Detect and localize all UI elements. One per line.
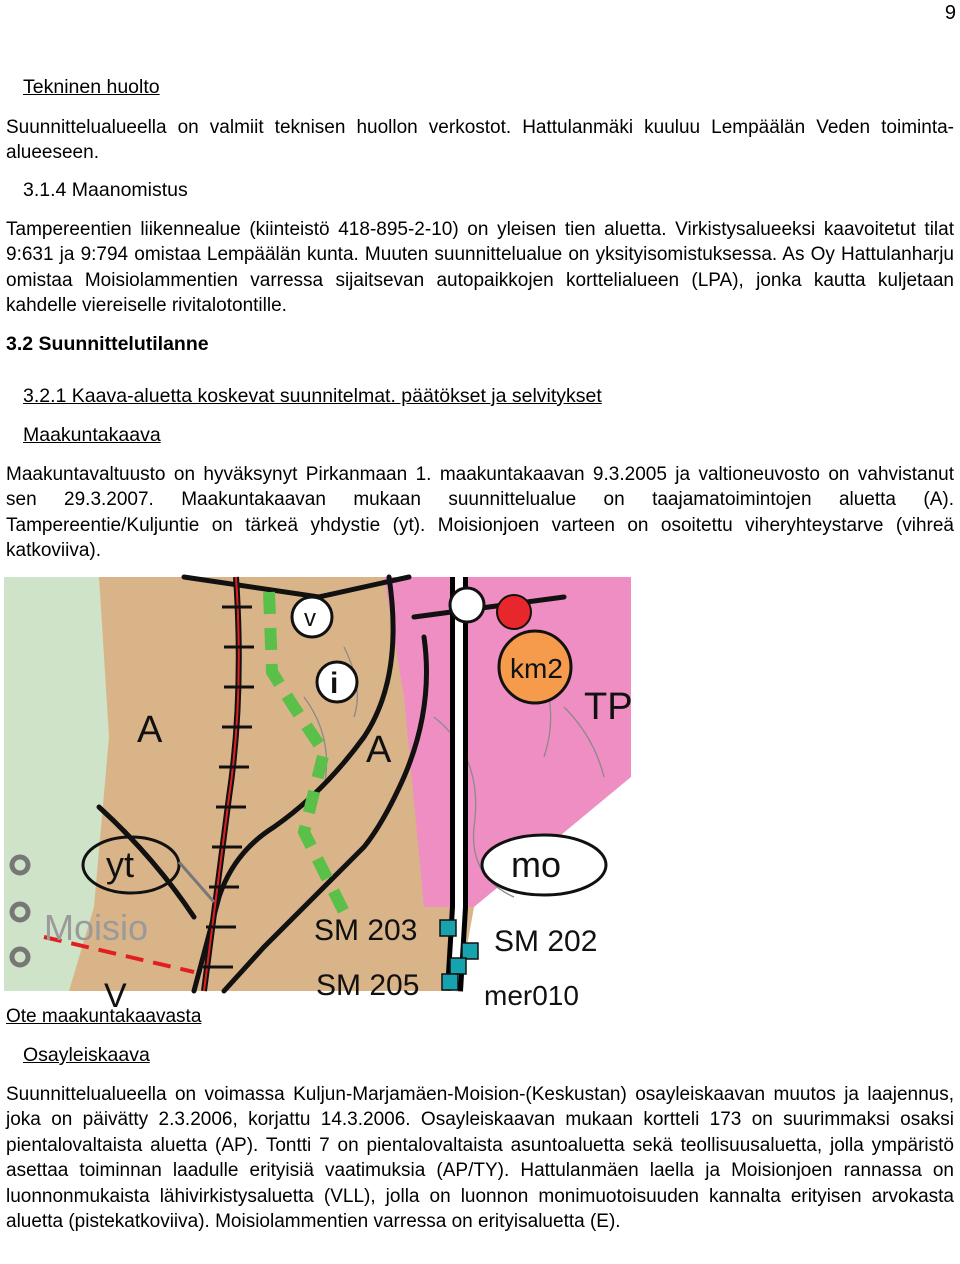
paragraph-maakuntakaava: Maakuntavaltuusto on hyväksynyt Pirkanmaan 1. maakuntakaavan 9.3.2005 ja valtioneuvosto on vahvistanut sen 29.3.2007. Maakuntakaavan mukaan suunnittelualue on taajamatoimintojen aluetta (A). Tampereentie/Kuljuntie on tärkeä yhdystie (yt). Moisionjoen varteen on osoitettu viheryhteystarve (vihreä katkoviiva). <box>6 464 954 562</box>
heading-maakuntakaava: Maakuntakaava <box>23 424 161 446</box>
label-sm205: SM 205 <box>316 969 420 1002</box>
label-a1: A <box>137 709 163 751</box>
paragraph-maanomistus: Tampereentien liikennealue (kiinteistö 418-895-2-10) on yleisen tien aluetta. Virkistysalueeksi kaavoitetut tilat 9:631 ja 9:794 omistaa Lempäälän kunta. Muuten suunnittelualue on yksityisomistuksessa. As Oy Hattulanharju omistaa Moisiolammentien varressa sijaitsevan autopaikkojen korttelialueen (LPA), jonka kautta kuljetaan kahdelle viereiselle rivitalotontille. <box>6 219 954 317</box>
label-mer: mer010 <box>484 980 579 1011</box>
label-sm202: SM 202 <box>494 925 598 958</box>
paragraph-osayleiskaava: Suunnittelualueella on voimassa Kuljun-Marjamäen-Moision-(Keskustan) osayleiskaavan muutos ja laajennus, joka on päivätty 2.3.2006, korjattu 14.3.2006. Osayleiskaavan mukaan kortteli 173 on suurimmaksi osaksi pientalovaltaista aluetta (AP). Tontti 7 on pientalovaltaista asuntoaluetta sekä teollisuusaluetta, jolla ympäristö asettaa toiminnan laadulle erityisiä vaatimuksia (AP/TY). Hattulanmäen laella ja Moisionjoen rannassa on luonnonmukaista lähivirkistysaluetta (VLL), jolla on luonnon monimuotoisuuden kannalta erityisen arvokasta aluetta (pistekatkoviiva). Moisiolammentien varressa on erityisaluetta (E). <box>6 1084 954 1233</box>
label-mo: mo <box>511 844 562 885</box>
label-i: i <box>330 667 339 700</box>
heading-suunnittelutilanne: 3.2 Suunnittelutilanne <box>6 333 209 355</box>
regional-plan-map <box>4 577 633 1015</box>
paragraph-tekninen-huolto: Suunnittelualueella on valmiit teknisen huollon verkostot. Hattulanmäki kuuluu Lempäälän Veden toiminta-alueeseen. <box>6 117 954 164</box>
page-number: 9 <box>944 2 956 24</box>
label-moisio: Moisio <box>44 907 149 948</box>
heading-osayleiskaava: Osayleiskaava <box>23 1044 150 1066</box>
label-km2: km2 <box>510 653 563 684</box>
heading-tekninen-huolto: Tekninen huolto <box>23 76 160 98</box>
label-a2: A <box>366 729 392 771</box>
heading-kaava-aluetta: 3.2.1 Kaava-aluetta koskevat suunnitelmat. päätökset ja selvitykset <box>23 385 602 407</box>
white-octagon <box>450 588 484 622</box>
red-sign <box>497 595 531 629</box>
label-v-bottom: V <box>104 977 127 1015</box>
label-yt: yt <box>106 844 135 885</box>
label-tp: TP <box>584 686 633 728</box>
label-sm203: SM 203 <box>314 914 418 947</box>
map-caption: Ote maakuntakaavasta <box>6 1006 202 1027</box>
heading-maanomistus: 3.1.4 Maanomistus <box>23 179 188 201</box>
label-v: v <box>304 605 316 632</box>
